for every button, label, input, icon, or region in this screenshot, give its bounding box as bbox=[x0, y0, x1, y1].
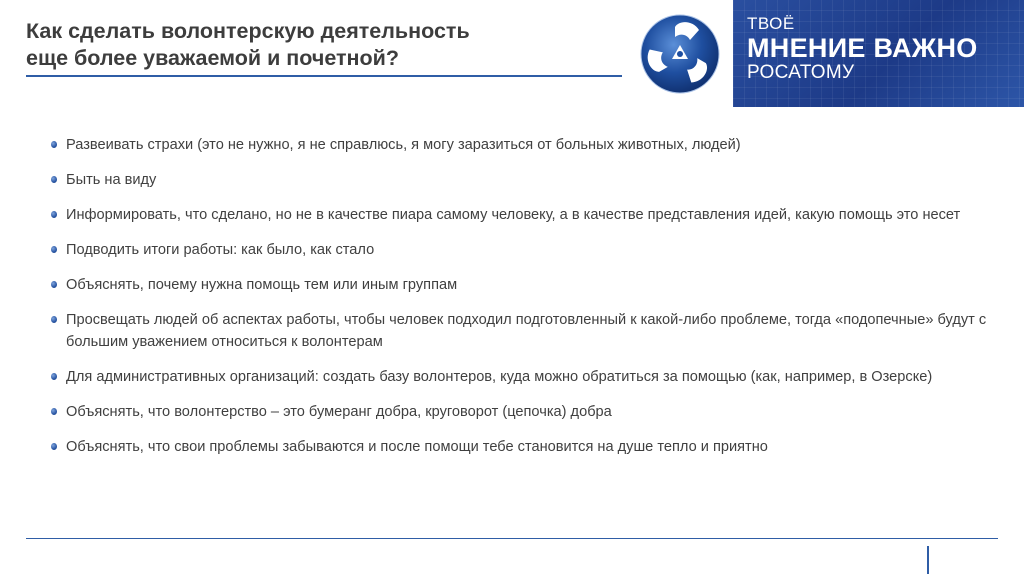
bullet-text: Просвещать людей об аспектах работы, чтобы человек подходил подготовленный к какой-либо проблеме, тогда «подопечные» будут с большим уважением относиться к волонтерам bbox=[66, 312, 987, 350]
bullet-dot-icon bbox=[51, 316, 57, 323]
bullet-item bbox=[48, 401, 1008, 423]
slide-title-line-1: Как сделать волонтерскую деятельность bbox=[26, 19, 470, 43]
bullet-dot-icon bbox=[51, 281, 57, 288]
banner-text bbox=[747, 14, 978, 83]
bullet-dot-icon bbox=[51, 443, 57, 450]
bullet-dot-icon bbox=[51, 176, 57, 183]
bullet-dot-icon bbox=[51, 408, 57, 415]
bullet-item bbox=[48, 239, 1008, 261]
bullet-list bbox=[48, 134, 1008, 471]
bullet-item bbox=[48, 436, 1008, 458]
bullet-text: Быть на виду bbox=[66, 172, 157, 188]
bullet-item bbox=[48, 274, 1008, 296]
bullet-text: Подводить итоги работы: как было, как стало bbox=[66, 242, 375, 258]
banner-line-3: РОСАТОМУ bbox=[747, 62, 855, 83]
bullet-dot-icon bbox=[51, 373, 57, 380]
bullet-item bbox=[48, 134, 1008, 156]
bullet-item bbox=[48, 366, 1008, 388]
bullet-text: Для административных организаций: создать базу волонтеров, куда можно обратиться за помощью (как, например, в Озерске) bbox=[66, 369, 933, 385]
bullet-dot-icon bbox=[51, 211, 57, 218]
footer-tick bbox=[927, 546, 929, 574]
bullet-item bbox=[48, 309, 1008, 353]
bullet-dot-icon bbox=[51, 246, 57, 253]
slide-title-line-2: еще более уважаемой и почетной? bbox=[26, 46, 400, 70]
banner-line-2: МНЕНИЕ ВАЖНО bbox=[747, 33, 978, 63]
banner-line-1: ТВОЁ bbox=[747, 14, 795, 33]
bullet-dot-icon bbox=[51, 141, 57, 148]
feedback-banner bbox=[733, 0, 1024, 107]
bullet-text: Объяснять, что волонтерство – это бумеранг добра, круговорот (цепочка) добра bbox=[66, 404, 612, 420]
footer-divider bbox=[26, 538, 998, 539]
bullet-item bbox=[48, 204, 1008, 226]
bullet-item bbox=[48, 169, 1008, 191]
bullet-text: Объяснять, что свои проблемы забываются и после помощи тебе становится на душе тепло и приятно bbox=[66, 439, 768, 455]
rosatom-logo-icon bbox=[626, 3, 734, 105]
bullet-text: Развеивать страхи (это не нужно, я не справлюсь, я могу заразиться от больных животных, людей) bbox=[66, 137, 741, 153]
title-underline bbox=[26, 75, 622, 77]
bullet-text: Информировать, что сделано, но не в качестве пиара самому человеку, а в качестве представления идей, какую помощь это несет bbox=[66, 207, 961, 223]
slide-title bbox=[26, 18, 616, 72]
rosatom-logo bbox=[626, 3, 734, 105]
bullet-text: Объяснять, почему нужна помощь тем или иным группам bbox=[66, 277, 458, 293]
